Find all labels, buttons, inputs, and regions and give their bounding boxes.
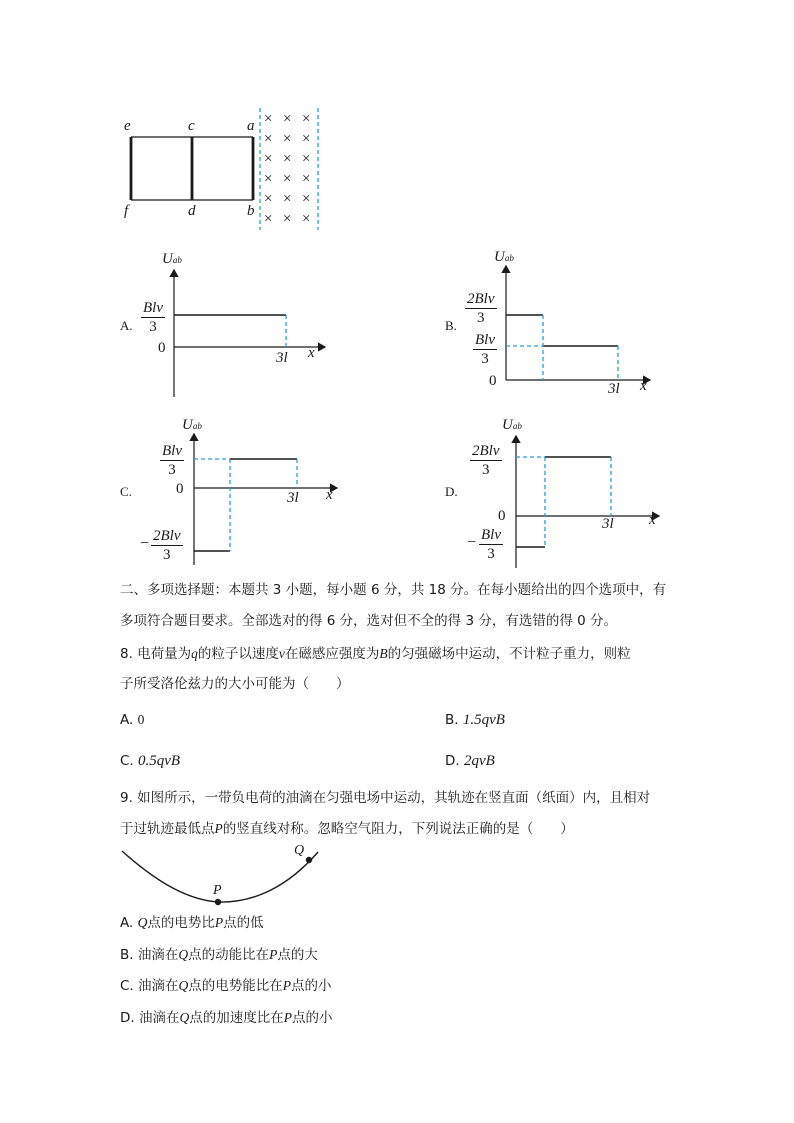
- graph-b-tick-3l: 3l: [608, 381, 620, 397]
- graph-a-xlabel: x: [308, 345, 315, 361]
- graph-c-negative-sign: −: [140, 535, 150, 552]
- q8-option-d[interactable]: D. 2qvB: [445, 753, 495, 769]
- field-cross-symbol: ×: [302, 191, 311, 207]
- q9-option-b[interactable]: B. 油滴在Q点的动能比在P点的大: [120, 947, 318, 963]
- graph-b-low-level-label: Blv 3: [475, 332, 495, 367]
- section2-instructions-line1: 二、多项选择题：本题共 3 小题，每小题 6 分，共 18 分。在每小题给出的四个选项中，有: [120, 582, 667, 598]
- field-cross-symbol: ×: [283, 211, 292, 227]
- graph-b-ylabel: Uab: [494, 249, 514, 265]
- label-e: e: [124, 118, 131, 134]
- field-cross-symbol: ×: [302, 211, 311, 227]
- q9-option-c[interactable]: C. 油滴在Q点的电势能比在P点的小: [120, 978, 332, 994]
- field-cross-symbol: ×: [283, 191, 292, 207]
- label-d: d: [188, 203, 196, 219]
- q9-option-a[interactable]: A. Q点的电势比P点的低: [120, 915, 264, 931]
- graph-c-tick-3l: 3l: [287, 490, 299, 506]
- field-cross-symbol: ×: [264, 131, 273, 147]
- graph-c-negative-level-label: 2Blv 3: [153, 528, 181, 563]
- field-cross-symbol: ×: [264, 171, 273, 187]
- graph-b-high-level-label: 2Blv 3: [467, 291, 495, 326]
- graph-c-origin: 0: [176, 481, 184, 497]
- graph-d-origin: 0: [498, 508, 506, 524]
- section2-instructions-line2: 多项符合题目要求。全部选对的得 6 分，选对但不全的得 3 分，有选错的得 0 分。: [120, 613, 618, 629]
- graph-d-negative-sign: −: [467, 534, 477, 551]
- field-cross-symbol: ×: [283, 131, 292, 147]
- point-p-marker: [215, 899, 221, 905]
- graph-d-tick-3l: 3l: [602, 516, 614, 532]
- q8-option-a[interactable]: A. 0: [120, 712, 145, 728]
- q8-stem-line2: 子所受洛伦兹力的大小可能为（ ）: [120, 676, 350, 692]
- label-f: f: [124, 203, 129, 219]
- graph-b-xlabel: x: [640, 378, 647, 394]
- graph-d-positive-level-label: 2Blv 3: [472, 443, 500, 478]
- graph-c-positive-level-label: Blv 3: [162, 443, 182, 478]
- q9-stem-line1: 9. 如图所示，一带负电荷的油滴在匀强电场中运动，其轨迹在竖直面（纸面）内，且相对: [120, 790, 651, 806]
- field-cross-symbol: ×: [283, 111, 292, 127]
- graph-d-label: D.: [445, 484, 458, 499]
- graph-a-level-label: Blv 3: [143, 300, 163, 335]
- field-cross-symbol: ×: [264, 211, 273, 227]
- graph-c-ylabel: Uab: [182, 417, 202, 433]
- field-cross-symbol: ×: [283, 171, 292, 187]
- graph-a-tick-3l: 3l: [276, 350, 288, 366]
- field-cross-symbol: ×: [302, 151, 311, 167]
- q8-stem-line1: 8. 电荷量为q的粒子以速度v在磁感应强度为B的匀强磁场中运动，不计粒子重力，则粒: [120, 646, 631, 662]
- graph-a-ylabel: Uab: [162, 251, 182, 267]
- graph-d-xlabel: x: [649, 512, 656, 528]
- q8-option-b[interactable]: B. 1.5qvB: [445, 712, 505, 728]
- field-cross-symbol: ×: [264, 151, 273, 167]
- point-q-label: Q: [294, 843, 305, 858]
- label-c: c: [188, 118, 195, 134]
- graph-d-negative-level-label: Blv 3: [481, 527, 501, 562]
- field-cross-symbol: ×: [302, 111, 311, 127]
- field-cross-symbol: ×: [302, 131, 311, 147]
- label-b: b: [247, 203, 255, 219]
- q9-option-d[interactable]: D. 油滴在Q点的加速度比在P点的小: [120, 1010, 333, 1026]
- graph-b-origin: 0: [489, 373, 497, 389]
- field-cross-symbol: ×: [283, 151, 292, 167]
- graph-a-label: A.: [120, 318, 133, 333]
- q8-option-c[interactable]: C. 0.5qvB: [120, 753, 181, 769]
- graph-c-xlabel: x: [326, 487, 333, 503]
- point-q-marker: [306, 857, 312, 863]
- graph-d-ylabel: Uab: [502, 417, 522, 433]
- field-cross-symbol: ×: [302, 171, 311, 187]
- point-p-label: P: [213, 883, 222, 898]
- graph-c-label: C.: [120, 484, 132, 499]
- field-cross-symbol: ×: [264, 111, 273, 127]
- graph-b-label: B.: [445, 318, 457, 333]
- field-cross-symbol: ×: [264, 191, 273, 207]
- q9-stem-line2: 于过轨迹最低点P的竖直线对称。忽略空气阻力，下列说法正确的是（ ）: [120, 821, 574, 837]
- graph-a-origin: 0: [158, 340, 166, 356]
- label-a: a: [247, 118, 255, 134]
